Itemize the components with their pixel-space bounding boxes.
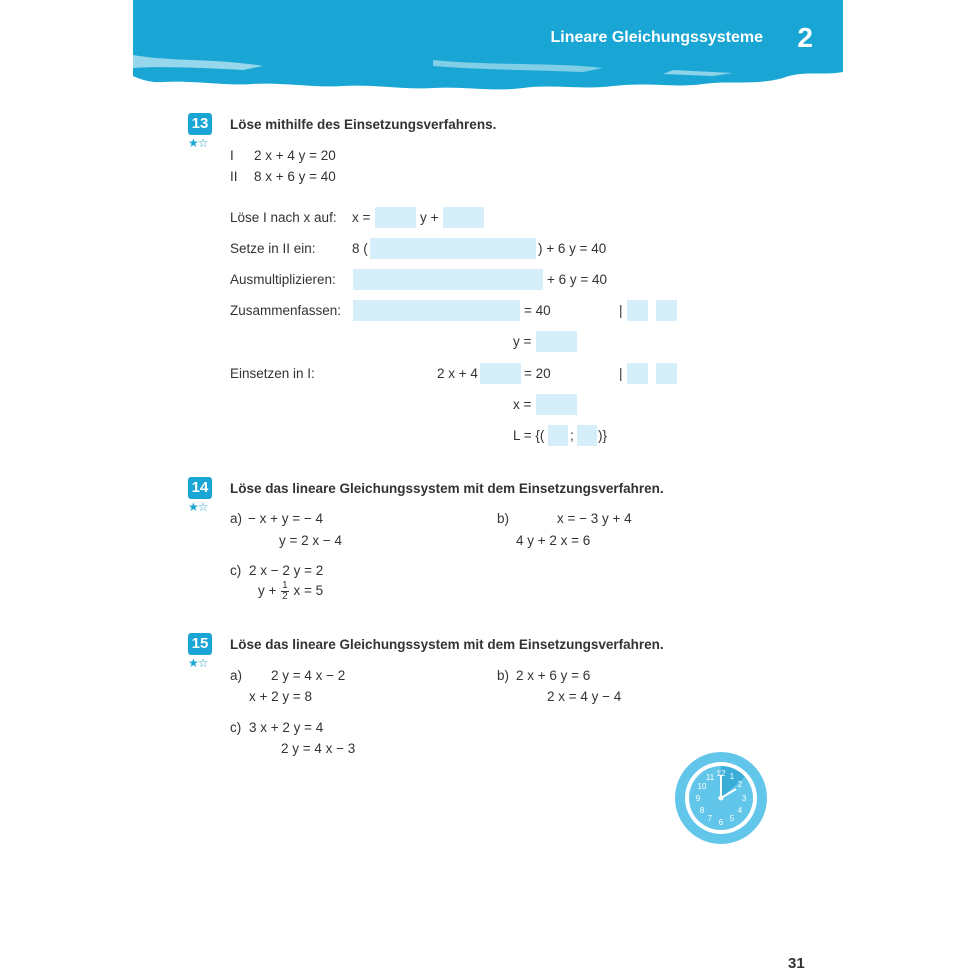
answer-box[interactable] [577, 425, 597, 446]
step-text: = 20 [524, 366, 551, 381]
equation-with-fraction [258, 581, 323, 602]
answer-box[interactable] [656, 363, 677, 384]
equation: 3 x + 2 y = 4 [249, 720, 324, 735]
step-text: 2 x + 4 [437, 366, 478, 381]
fraction-numerator: 1 [282, 580, 288, 591]
equation-part: y + [258, 583, 277, 599]
step-text: y + [420, 210, 439, 225]
answer-box[interactable] [353, 269, 543, 290]
equation: 2 x + 4 y = 20 [254, 148, 336, 163]
exercise-instruction: Löse mithilfe des Einsetzungsverfahrens. [230, 117, 497, 132]
answer-box[interactable] [370, 238, 536, 259]
equation: 2 x − 2 y = 2 [249, 563, 324, 578]
equation: 2 x = 4 y − 4 [547, 689, 622, 704]
exercise-instruction: Löse das lineare Gleichungssystem mit dem Einsetzungsverfahren. [230, 481, 664, 496]
svg-text:4: 4 [737, 806, 743, 815]
solution-set-suffix: )} [598, 428, 608, 443]
difficulty-stars: ★☆ [188, 136, 208, 150]
equation: 2 y = 4 x − 3 [281, 741, 356, 756]
answer-box[interactable] [627, 300, 648, 321]
svg-text:6: 6 [718, 818, 724, 827]
step-text: x = [352, 210, 371, 225]
fraction-denominator: 2 [282, 591, 288, 602]
equation-label: II [230, 169, 238, 184]
equation: 8 x + 6 y = 40 [254, 169, 336, 184]
fraction [281, 581, 289, 602]
step-label: Einsetzen in I: [230, 366, 315, 381]
svg-text:2: 2 [737, 780, 743, 789]
equation: 4 y + 2 x = 6 [516, 533, 591, 548]
equation: 2 y = 4 x − 2 [271, 668, 346, 683]
equation-label: I [230, 148, 234, 163]
svg-text:8: 8 [699, 806, 705, 815]
step-label: Ausmultiplizieren: [230, 272, 336, 287]
answer-box[interactable] [536, 331, 577, 352]
svg-text:12: 12 [716, 769, 726, 778]
step-text: = 40 [524, 303, 551, 318]
subtask-label: a) [230, 511, 243, 526]
step-text: y = [513, 334, 532, 349]
answer-box[interactable] [443, 207, 484, 228]
difficulty-stars: ★☆ [188, 500, 208, 514]
answer-box[interactable] [656, 300, 677, 321]
step-text: 8 ( [352, 241, 368, 256]
equation-part: x = 5 [293, 583, 324, 599]
brush-stroke-banner [133, 0, 843, 95]
equation: 2 x + 6 y = 6 [516, 668, 591, 683]
difficulty-stars: ★☆ [188, 656, 208, 670]
chapter-header [133, 0, 843, 95]
step-label: Löse I nach x auf: [230, 210, 337, 225]
solution-set-separator: ; [570, 428, 574, 443]
operation-separator: | [619, 303, 623, 318]
step-text: ) + 6 y = 40 [538, 241, 607, 256]
exercise-number-badge: 14 [188, 477, 212, 499]
chapter-number: 2 [797, 22, 813, 53]
svg-text:9: 9 [695, 794, 701, 803]
svg-text:5: 5 [729, 814, 735, 823]
equation: y = 2 x − 4 [279, 533, 343, 548]
answer-box[interactable] [536, 394, 577, 415]
exercise-number-badge: 13 [188, 113, 212, 135]
answer-box[interactable] [480, 363, 521, 384]
subtask-label: b) [497, 511, 510, 526]
subtask-label: a) [230, 668, 243, 683]
svg-text:11: 11 [705, 773, 715, 782]
svg-text:7: 7 [707, 814, 713, 823]
subtask-label: c) [230, 563, 242, 578]
subtask-label: b) [497, 668, 510, 683]
step-text: + 6 y = 40 [547, 272, 608, 287]
svg-text:1: 1 [729, 772, 735, 781]
step-label: Zusammenfassen: [230, 303, 342, 318]
exercise-number-badge: 15 [188, 633, 212, 655]
equation: x = − 3 y + 4 [557, 511, 632, 526]
svg-text:10: 10 [697, 782, 707, 791]
step-label: Setze in II ein: [230, 241, 316, 256]
answer-box[interactable] [375, 207, 416, 228]
equation: − x + y = − 4 [248, 511, 324, 526]
subtask-label: c) [230, 720, 242, 735]
equation: x + 2 y = 8 [249, 689, 313, 704]
answer-box[interactable] [627, 363, 648, 384]
exercise-instruction: Löse das lineare Gleichungssystem mit dem Einsetzungsverfahren. [230, 637, 664, 652]
page-number: 31 [788, 955, 805, 972]
step-text: x = [513, 397, 532, 412]
chapter-title: Lineare Gleichungssysteme [550, 29, 763, 46]
answer-box[interactable] [548, 425, 568, 446]
solution-set-prefix: L = {( [513, 428, 545, 443]
clock-icon [674, 751, 768, 850]
operation-separator: | [619, 366, 623, 381]
svg-text:3: 3 [741, 794, 747, 803]
answer-box[interactable] [353, 300, 520, 321]
